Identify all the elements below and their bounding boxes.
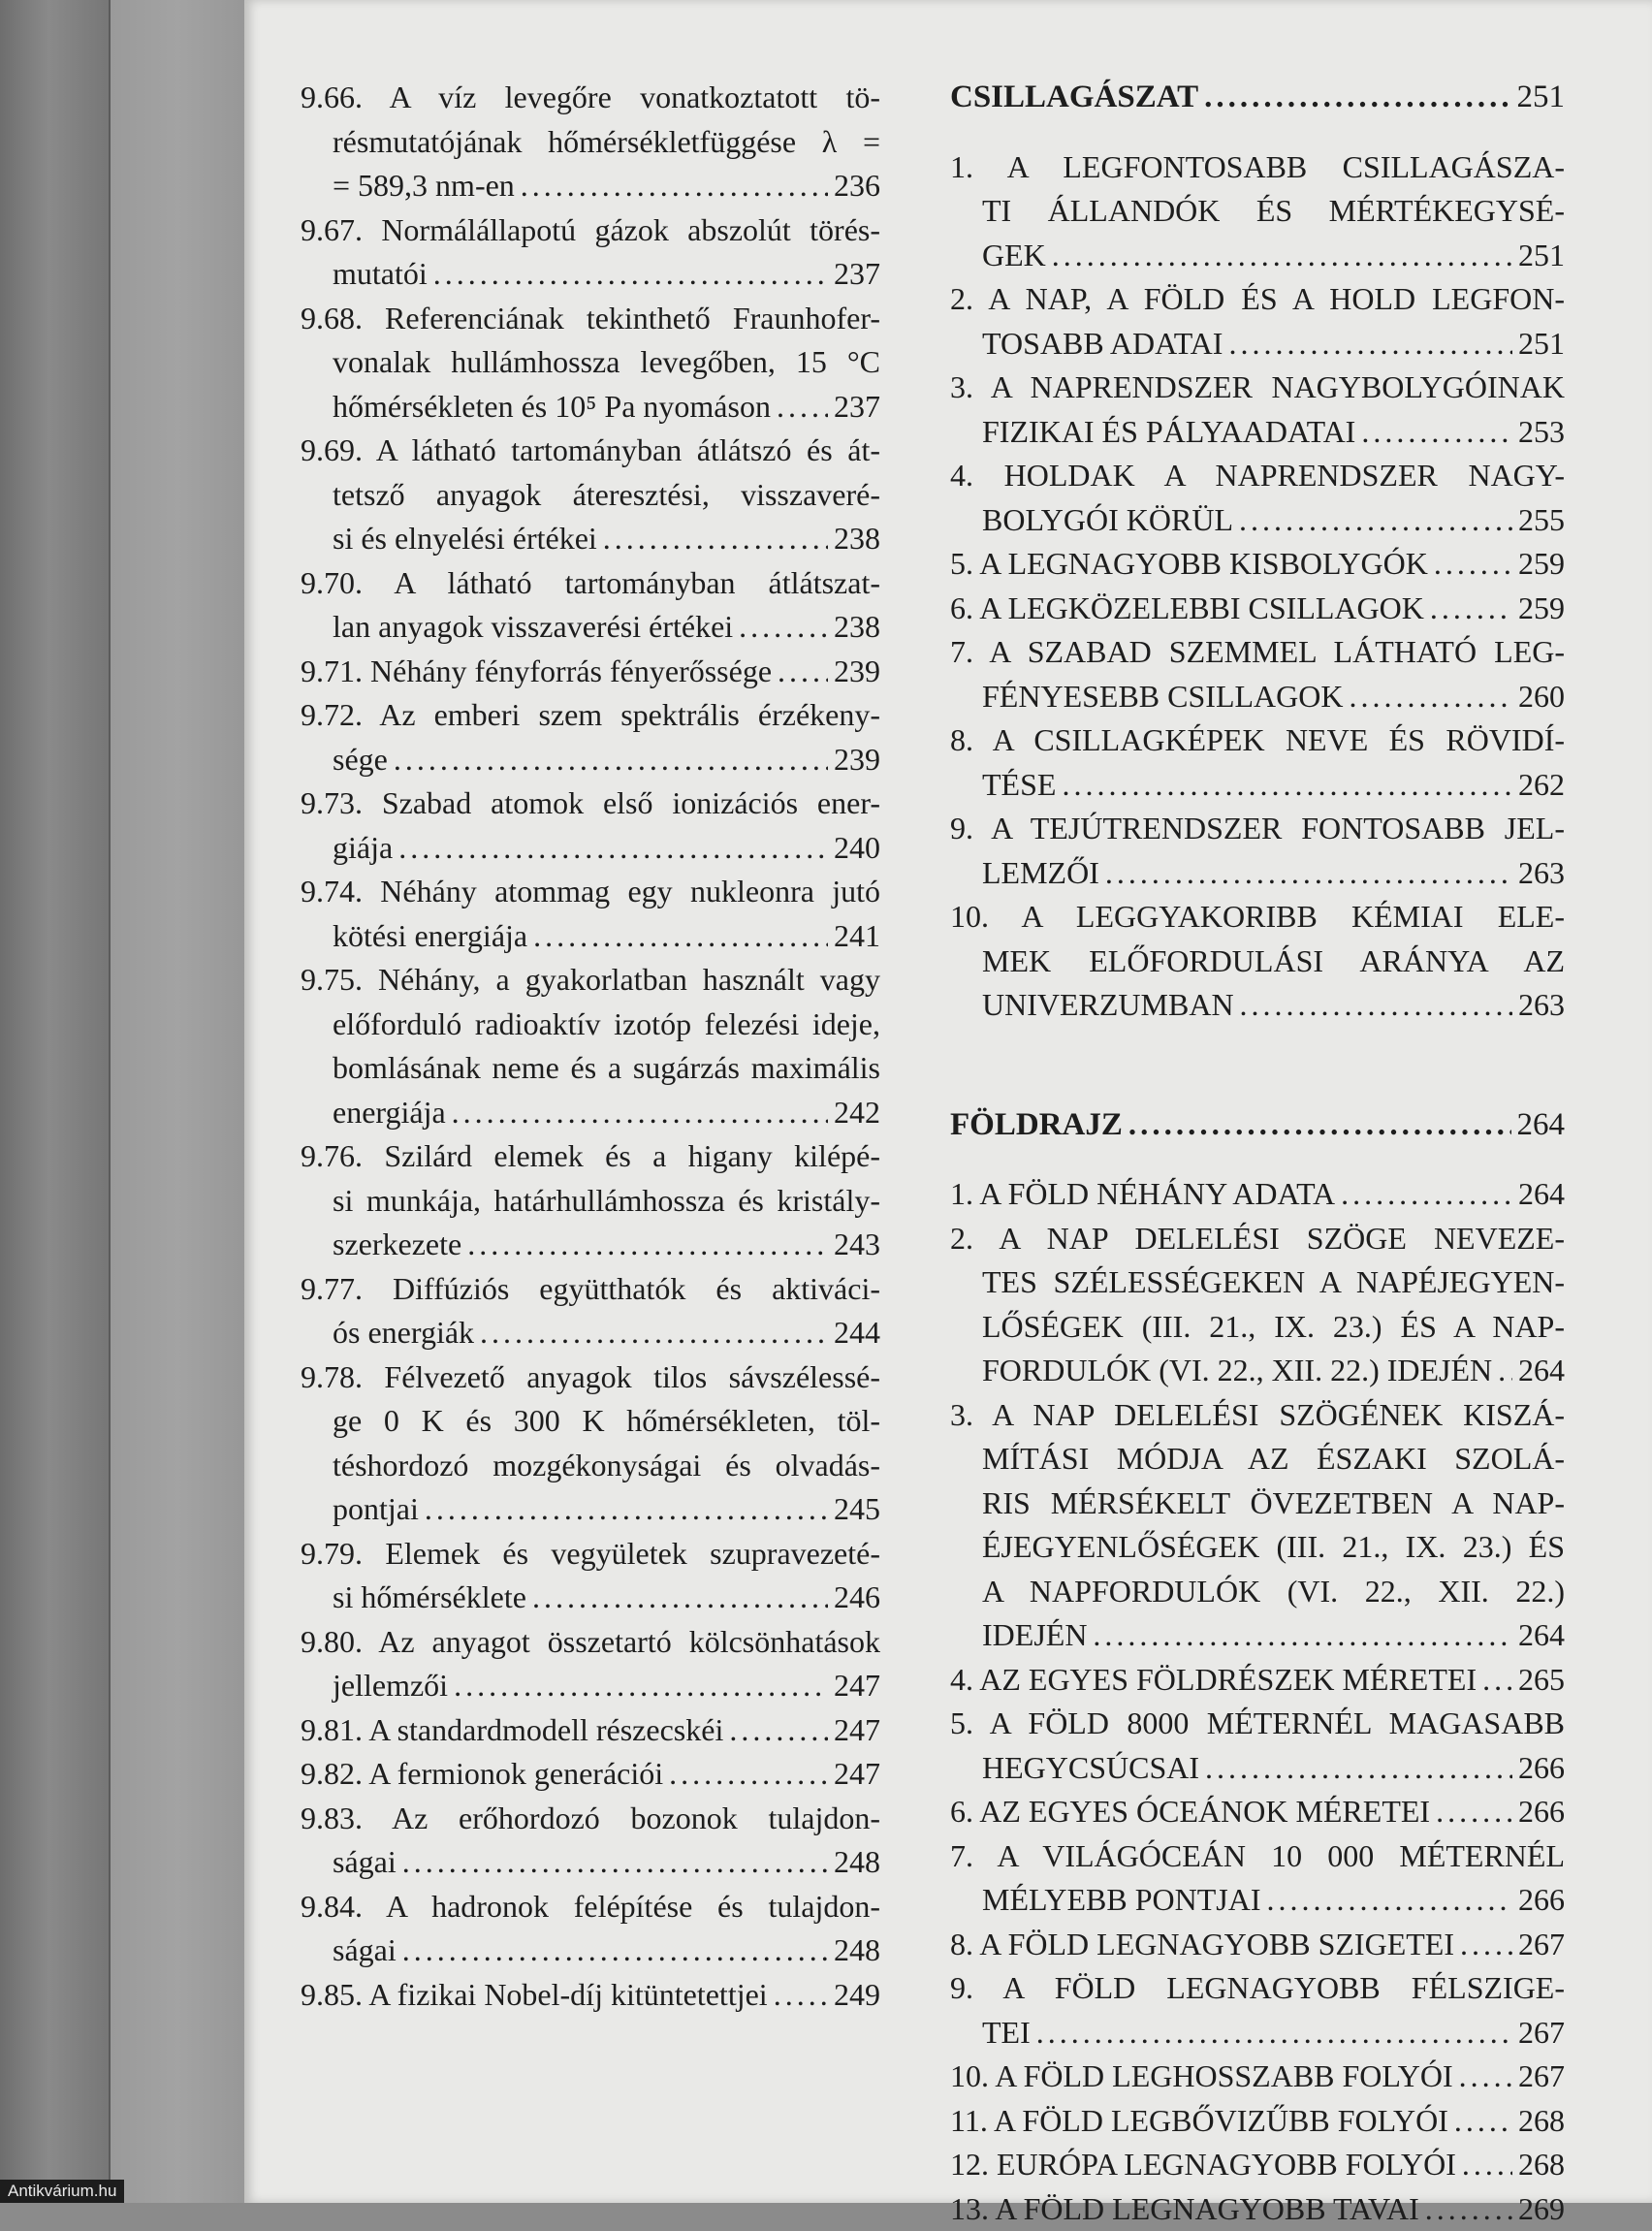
dot-leader: [1239, 498, 1512, 543]
page-number: 264: [1518, 1349, 1565, 1393]
toc-entry-line: 9.68. Referenciának tekinthető Fraunhofer-: [301, 297, 880, 341]
dot-leader: [1434, 542, 1512, 587]
toc-column-left: [301, 76, 880, 2017]
dot-leader: [1204, 76, 1510, 120]
toc-entry-text: ságai: [333, 1928, 397, 1973]
toc-entry-text: giája: [333, 826, 393, 871]
dot-leader: [1462, 2143, 1512, 2187]
toc-entry-last-line: [301, 1664, 880, 1708]
toc-entry-text: 12. EURÓPA LEGNAGYOBB FOLYÓI: [950, 2143, 1456, 2187]
toc-entry: [950, 807, 1565, 895]
dot-leader: [739, 605, 828, 650]
toc-entry-line: 9.67. Normálállapotú gázok abszolút törés-: [301, 208, 880, 253]
dot-leader: [1062, 763, 1512, 808]
dot-leader: [1482, 1658, 1512, 1703]
toc-entry: [950, 2055, 1565, 2099]
toc-entry: [950, 1658, 1565, 1703]
toc-entry-text: jellemzői: [333, 1664, 448, 1708]
toc-entry-line: MÍTÁSI MÓDJA AZ ÉSZAKI SZOLÁ-: [950, 1437, 1565, 1482]
toc-entry-last-line: [301, 1311, 880, 1355]
page-number: 247: [834, 1708, 880, 1753]
toc-entry: [301, 1973, 880, 2018]
page-number: 267: [1518, 2055, 1565, 2099]
dot-leader: [1052, 234, 1512, 278]
dot-leader: [1105, 851, 1512, 896]
toc-entry-text: 13. A FÖLD LEGNAGYOBB TAVAI: [950, 2187, 1419, 2231]
page-number: 263: [1518, 983, 1565, 1028]
dot-leader: [1240, 983, 1512, 1028]
toc-entry-text: ságai: [333, 1840, 397, 1885]
dot-leader: [1361, 410, 1512, 455]
toc-entry-line: MEK ELŐFORDULÁSI ARÁNYA AZ: [950, 940, 1565, 984]
dot-leader: [394, 738, 828, 782]
dot-leader: [402, 1928, 828, 1973]
page-number: 255: [1518, 498, 1565, 543]
toc-entry-last-line: [950, 234, 1565, 278]
dot-leader: [1205, 1746, 1512, 1791]
toc-entry-text: UNIVERZUMBAN: [982, 983, 1234, 1028]
toc-entry-text: FÉNYESEBB CSILLAGOK: [982, 675, 1343, 719]
page-number: 268: [1518, 2143, 1565, 2187]
toc-entry-line: 9. A TEJÚTRENDSZER FONTOSABB JEL-: [950, 807, 1565, 851]
page-number: 246: [834, 1576, 880, 1620]
toc-entry-line: 8. A CSILLAGKÉPEK NEVE ÉS RÖVIDÍ-: [950, 718, 1565, 763]
section-title: FÖLDRAJZ: [950, 1103, 1123, 1148]
section-gap: [950, 1028, 1565, 1103]
watermark: Antikvárium.hu: [0, 2180, 124, 2203]
toc-entry: [301, 1355, 880, 1532]
dot-leader: [1425, 2187, 1512, 2231]
toc-entry-line: bomlásának neme és a sugárzás maximális: [301, 1046, 880, 1091]
toc-entry-line: téshordozó mozgékonyságai és olvadás-: [301, 1444, 880, 1488]
toc-entry-line: 5. A FÖLD 8000 MÉTERNÉL MAGASABB: [950, 1702, 1565, 1746]
toc-entry-last-line: [950, 1349, 1565, 1393]
toc-entry-last-line: [301, 1973, 880, 2018]
toc-entry: [301, 1532, 880, 1620]
page-number: 266: [1518, 1746, 1565, 1791]
toc-entry-last-line: [950, 2055, 1565, 2099]
toc-entry-last-line: [301, 1708, 880, 1753]
toc-entry-line: előforduló radioaktív izotóp felezési ideje,: [301, 1003, 880, 1047]
toc-entry-line: 9.72. Az emberi szem spektrális érzékeny-: [301, 693, 880, 738]
toc-entry-line: 10. A LEGGYAKORIBB KÉMIAI ELE-: [950, 895, 1565, 940]
page-number: 267: [1518, 1923, 1565, 1967]
toc-entry-text: FIZIKAI ÉS PÁLYAADATAI: [982, 410, 1355, 455]
dot-leader: [1341, 1172, 1512, 1217]
page-number: 262: [1518, 763, 1565, 808]
page-number: 241: [834, 914, 880, 959]
toc-entry-line: 9.74. Néhány atommag egy nukleonra jutó: [301, 870, 880, 914]
toc-entry-last-line: [301, 826, 880, 871]
page-number: 259: [1518, 542, 1565, 587]
toc-entry: [950, 630, 1565, 718]
toc-entry: [950, 587, 1565, 631]
page-number: 248: [834, 1928, 880, 1973]
toc-entry: [301, 1797, 880, 1885]
toc-entry-line: A NAPFORDULÓK (VI. 22., XII. 22.): [950, 1570, 1565, 1614]
toc-entry-text: 11. A FÖLD LEGBŐVIZŰBB FOLYÓI: [950, 2099, 1448, 2144]
toc-entry-last-line: [301, 1840, 880, 1885]
toc-entry: [301, 1134, 880, 1267]
toc-entry-line: 9.76. Szilárd elemek és a higany kilépé-: [301, 1134, 880, 1179]
toc-entry-last-line: [950, 498, 1565, 543]
dot-leader: [777, 385, 828, 430]
page-number: 251: [1518, 234, 1565, 278]
toc-entry-line: 9.70. A látható tartományban átlátszat-: [301, 561, 880, 606]
toc-entry-line: 9.77. Diffúziós együtthatók és aktiváci-: [301, 1267, 880, 1312]
toc-entry-line: 9.83. Az erőhordozó bozonok tulajdon-: [301, 1797, 880, 1841]
toc-entry: [950, 895, 1565, 1028]
toc-entry: [301, 958, 880, 1134]
toc-entry-text: energiája: [333, 1091, 446, 1135]
page-number: 239: [834, 650, 880, 694]
dot-leader: [1036, 2011, 1512, 2056]
toc-entry-line: 1. A LEGFONTOSABB CSILLAGÁSZA-: [950, 145, 1565, 190]
toc-entry: [950, 1790, 1565, 1834]
toc-entry-line: 9.75. Néhány, a gyakorlatban használt vagy: [301, 958, 880, 1003]
page-number: 248: [834, 1840, 880, 1885]
toc-entry-last-line: [950, 763, 1565, 808]
toc-entry: [301, 561, 880, 650]
page-number: 236: [834, 164, 880, 208]
toc-entry-line: 2. A NAP, A FÖLD ÉS A HOLD LEGFON-: [950, 277, 1565, 322]
toc-entry-text: lan anyagok visszaverési értékei: [333, 605, 733, 650]
page-number: 244: [834, 1311, 880, 1355]
toc-entry-text: HEGYCSÚCSAI: [982, 1746, 1199, 1791]
toc-entry-last-line: [301, 385, 880, 430]
toc-entry-text: mutatói: [333, 252, 428, 297]
dot-leader: [669, 1752, 828, 1797]
toc-entry-text: si hőmérséklete: [333, 1576, 526, 1620]
toc-entry: [950, 1702, 1565, 1790]
toc-entry: [950, 2187, 1565, 2231]
toc-entry-line: LŐSÉGEK (III. 21., IX. 23.) ÉS A NAP-: [950, 1305, 1565, 1350]
toc-entry-text: sége: [333, 738, 388, 782]
toc-entry-last-line: [950, 2143, 1565, 2187]
toc-entry-text: ós energiák: [333, 1311, 474, 1355]
toc-entry-line: 9.78. Félvezető anyagok tilos sávszélessé-: [301, 1355, 880, 1400]
toc-entry-text: 6. A LEGKÖZELEBBI CSILLAGOK: [950, 587, 1424, 631]
toc-entry-line: 9.84. A hadronok felépítése és tulajdon-: [301, 1885, 880, 1929]
toc-entry-text: 9.82. A fermionok generációi: [301, 1752, 663, 1797]
toc-entry: [301, 1752, 880, 1797]
toc-entry-last-line: [301, 252, 880, 297]
page-number: 265: [1518, 1658, 1565, 1703]
page-number: 237: [834, 385, 880, 430]
toc-entry-last-line: [950, 76, 1565, 120]
toc-entry-line: tetsző anyagok áteresztési, visszaveré-: [301, 473, 880, 518]
toc-entry-last-line: [301, 605, 880, 650]
dot-leader: [1454, 2099, 1512, 2144]
dot-leader: [1093, 1613, 1512, 1658]
page-number: 267: [1518, 2011, 1565, 2056]
toc-entry-line: 7. A VILÁGÓCEÁN 10 000 MÉTERNÉL: [950, 1834, 1565, 1879]
dot-leader: [452, 1091, 828, 1135]
toc-entry: [950, 277, 1565, 366]
toc-entry-last-line: [950, 2187, 1565, 2231]
toc-entry: [301, 1267, 880, 1355]
toc-entry-last-line: [950, 2011, 1565, 2056]
toc-entry: [950, 2099, 1565, 2144]
page-number: 238: [834, 517, 880, 561]
page-number: 251: [1517, 76, 1566, 120]
page-number: 264: [1518, 1172, 1565, 1217]
page-number: 264: [1518, 1613, 1565, 1658]
page-number: 269: [1518, 2187, 1565, 2231]
toc-entry-line: TES SZÉLESSÉGEKEN A NAPÉJEGYEN-: [950, 1260, 1565, 1305]
toc-entry: [301, 429, 880, 561]
toc-entry-last-line: [950, 675, 1565, 719]
toc-entry-last-line: [301, 914, 880, 959]
toc-entry: [950, 1217, 1565, 1393]
toc-entry: [950, 145, 1565, 278]
toc-entry: [301, 870, 880, 958]
toc-entry: [950, 366, 1565, 454]
toc-entry: [950, 542, 1565, 587]
toc-entry-text: 8. A FÖLD LEGNAGYOBB SZIGETEI: [950, 1923, 1454, 1967]
dot-leader: [729, 1708, 828, 1753]
dot-leader: [521, 164, 828, 208]
toc-entry-text: kötési energiája: [333, 914, 527, 959]
toc-entry-line: 9. A FÖLD LEGNAGYOBB FÉLSZIGE-: [950, 1966, 1565, 2011]
toc-entry-last-line: [950, 2099, 1565, 2144]
toc-entry-text: pontjai: [333, 1487, 419, 1532]
page-number: 264: [1517, 1103, 1566, 1148]
toc-entry-last-line: [950, 1923, 1565, 1967]
toc-entry-line: résmutatójának hőmérsékletfüggése λ =: [301, 120, 880, 165]
toc-entry-text: BOLYGÓI KÖRÜL: [982, 498, 1233, 543]
page-number: 268: [1518, 2099, 1565, 2144]
toc-entry: [301, 1885, 880, 1973]
page-number: 266: [1518, 1790, 1565, 1834]
dot-leader: [1128, 1103, 1511, 1148]
toc-entry-text: 4. AZ EGYES FÖLDRÉSZEK MÉRETEI: [950, 1658, 1477, 1703]
toc-entry-line: TI ÁLLANDÓK ÉS MÉRTÉKEGYSÉ-: [950, 189, 1565, 234]
toc-entry-text: IDEJÉN: [982, 1613, 1087, 1658]
toc-entry: [301, 650, 880, 694]
toc-entry-text: hőmérsékleten és 10⁵ Pa nyomáson: [333, 385, 771, 430]
toc-entry-text: 9.85. A fizikai Nobel-díj kitüntetettjei: [301, 1973, 768, 2018]
toc-entry-line: 3. A NAP DELELÉSI SZÖGÉNEK KISZÁ-: [950, 1393, 1565, 1438]
toc-entry-line: 4. HOLDAK A NAPRENDSZER NAGY-: [950, 454, 1565, 498]
toc-entry-last-line: [950, 1746, 1565, 1791]
toc-entry-last-line: [950, 851, 1565, 896]
dot-leader: [532, 1576, 828, 1620]
toc-entry-line: si munkája, határhullámhossza és kristály-: [301, 1179, 880, 1224]
toc-entry-text: 1. A FÖLD NÉHÁNY ADATA: [950, 1172, 1335, 1217]
dot-leader: [603, 517, 828, 561]
dot-leader: [398, 826, 828, 871]
dot-leader: [1349, 675, 1512, 719]
toc-entry: [950, 1172, 1565, 1217]
toc-entry: [950, 1966, 1565, 2055]
toc-entry-text: 9.71. Néhány fényforrás fényerőssége: [301, 650, 772, 694]
dot-leader: [533, 914, 828, 959]
page-number: 253: [1518, 410, 1565, 455]
toc-entry: [950, 1393, 1565, 1658]
page-number: 245: [834, 1487, 880, 1532]
toc-entry-last-line: [950, 410, 1565, 455]
toc-entry-last-line: [301, 1928, 880, 1973]
dot-leader: [1460, 1923, 1512, 1967]
toc-entry: [301, 781, 880, 870]
section-heading: [950, 1103, 1565, 1148]
toc-entry-last-line: [301, 1223, 880, 1267]
toc-entry-last-line: [950, 322, 1565, 367]
toc-entry-last-line: [950, 983, 1565, 1028]
toc-entry-line: 2. A NAP DELELÉSI SZÖGE NEVEZE-: [950, 1217, 1565, 1261]
dot-leader: [774, 1973, 828, 2018]
page-number: 240: [834, 826, 880, 871]
toc-entry-last-line: [301, 1487, 880, 1532]
toc-entry-text: 6. AZ EGYES ÓCEÁNOK MÉRETEI: [950, 1790, 1430, 1834]
dot-leader: [425, 1487, 828, 1532]
book-spine: [109, 0, 246, 2203]
toc-entry: [950, 1923, 1565, 1967]
page-number: 247: [834, 1664, 880, 1708]
dot-leader: [1430, 587, 1512, 631]
toc-entry-line: 9.73. Szabad atomok első ionizációs ener-: [301, 781, 880, 826]
toc-entry-text: GEK: [982, 234, 1046, 278]
book-edge: [0, 0, 109, 2203]
toc-entry-last-line: [950, 1658, 1565, 1703]
toc-entry: [950, 1834, 1565, 1923]
toc-entry-line: 9.69. A látható tartományban átlátszó és át-: [301, 429, 880, 473]
page-number: 251: [1518, 322, 1565, 367]
toc-entry: [301, 1708, 880, 1753]
toc-entry-text: si és elnyelési értékei: [333, 517, 597, 561]
toc-entry-text: = 589,3 nm-en: [333, 164, 515, 208]
toc-column-right: [950, 76, 1565, 2231]
page-number: 259: [1518, 587, 1565, 631]
dot-leader: [1228, 322, 1512, 367]
dot-leader: [1436, 1790, 1512, 1834]
page-number: 266: [1518, 1878, 1565, 1923]
page-number: 260: [1518, 675, 1565, 719]
toc-entry-line: vonalak hullámhossza levegőben, 15 °C: [301, 340, 880, 385]
toc-entry: [950, 2143, 1565, 2187]
toc-entry-last-line: [301, 517, 880, 561]
dot-leader: [1266, 1878, 1512, 1923]
section-heading: [950, 76, 1565, 120]
toc-entry-text: 9.81. A standardmodell részecskéi: [301, 1708, 723, 1753]
toc-entry-last-line: [950, 1878, 1565, 1923]
toc-entry: [301, 1620, 880, 1708]
toc-entry-text: TÉSE: [982, 763, 1056, 808]
dot-leader: [402, 1840, 828, 1885]
page-number: 249: [834, 1973, 880, 2018]
toc-entry-line: ge 0 K és 300 K hőmérsékleten, töl-: [301, 1399, 880, 1444]
toc-entry: [301, 76, 880, 208]
dot-leader: [454, 1664, 828, 1708]
toc-entry-line: 7. A SZABAD SZEMMEL LÁTHATÓ LEG-: [950, 630, 1565, 675]
toc-entry-last-line: [950, 1613, 1565, 1658]
toc-entry-text: 5. A LEGNAGYOBB KISBOLYGÓK: [950, 542, 1428, 587]
page-number: 238: [834, 605, 880, 650]
toc-entry-last-line: [301, 1091, 880, 1135]
toc-entry-last-line: [301, 1752, 880, 1797]
toc-entry-text: 10. A FÖLD LEGHOSSZABB FOLYÓI: [950, 2055, 1453, 2099]
toc-entry-last-line: [950, 1790, 1565, 1834]
page-number: 263: [1518, 851, 1565, 896]
dot-leader: [1459, 2055, 1512, 2099]
toc-entry: [301, 693, 880, 781]
toc-entry-text: FORDULÓK (VI. 22., XII. 22.) IDEJÉN: [982, 1349, 1492, 1393]
dot-leader: [467, 1223, 828, 1267]
toc-entry-line: ÉJEGYENLŐSÉGEK (III. 21., IX. 23.) ÉS: [950, 1525, 1565, 1570]
page-number: 237: [834, 252, 880, 297]
toc-entry-last-line: [301, 164, 880, 208]
toc-entry: [301, 208, 880, 297]
page-number: 239: [834, 738, 880, 782]
toc-entry-line: 3. A NAPRENDSZER NAGYBOLYGÓINAK: [950, 366, 1565, 410]
dot-leader: [480, 1311, 828, 1355]
toc-entry: [950, 454, 1565, 542]
toc-entry-last-line: [301, 738, 880, 782]
toc-entry-text: MÉLYEBB PONTJAI: [982, 1878, 1260, 1923]
toc-entry-line: 9.80. Az anyagot összetartó kölcsönhatások: [301, 1620, 880, 1665]
toc-entry-line: 9.79. Elemek és vegyületek szupravezeté-: [301, 1532, 880, 1577]
toc-entry-last-line: [301, 650, 880, 694]
dot-leader: [1498, 1349, 1512, 1393]
toc-entry-last-line: [950, 1103, 1565, 1148]
toc-entry: [950, 718, 1565, 807]
dot-leader: [433, 252, 828, 297]
toc-entry-last-line: [301, 1576, 880, 1620]
toc-entry-last-line: [950, 1172, 1565, 1217]
toc-entry-text: TEI: [982, 2011, 1031, 2056]
toc-entry-last-line: [950, 587, 1565, 631]
toc-entry-line: RIS MÉRSÉKELT ÖVEZETBEN A NAP-: [950, 1482, 1565, 1526]
toc-entry: [301, 297, 880, 430]
toc-entry-line: 9.66. A víz levegőre vonatkoztatott tö-: [301, 76, 880, 120]
toc-entry-text: szerkezete: [333, 1223, 461, 1267]
toc-entry-last-line: [950, 542, 1565, 587]
page-number: 243: [834, 1223, 880, 1267]
dot-leader: [778, 650, 828, 694]
section-title: CSILLAGÁSZAT: [950, 76, 1198, 120]
toc-entry-text: LEMZŐI: [982, 851, 1099, 896]
page-number: 242: [834, 1091, 880, 1135]
toc-entry-text: TOSABB ADATAI: [982, 322, 1223, 367]
page-number: 247: [834, 1752, 880, 1797]
